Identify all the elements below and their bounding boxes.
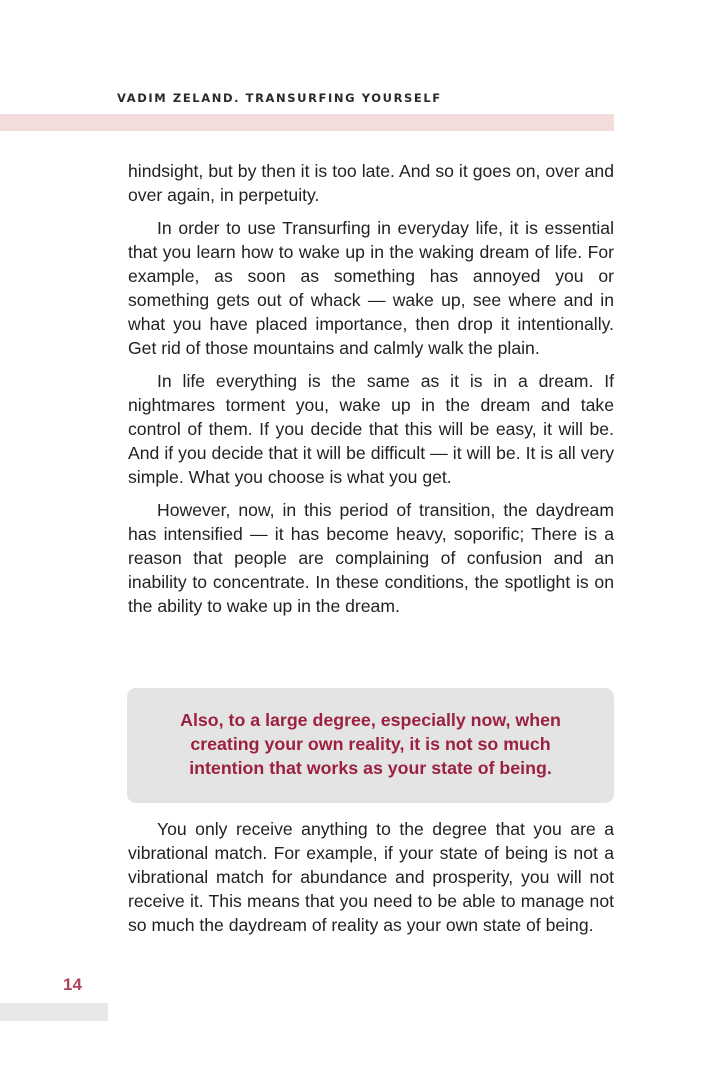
callout-box <box>127 688 614 803</box>
paragraph: However, now, in this period of transition, the daydream has intensified — it has become heavy, soporific; There is a reason that people are complaining of confusion and an inability to concentrate. In these conditions, the spotlight is on the ability to wake up in the dream. <box>128 500 614 616</box>
body-text <box>128 159 614 627</box>
paragraph: You only receive anything to the degree that you are a vibrational match. For example, if your state of being is not a vibrational match for abundance and prosperity, you will not receive it. This means that you need to be able to manage not so much the daydream of reality as your own state of being. <box>128 819 614 935</box>
body-text-closing <box>128 817 614 937</box>
header-bar <box>0 114 614 131</box>
callout-text: Also, to a large degree, especially now, when creating your own reality, it is not so much intention that works as your state of being. <box>180 710 561 778</box>
paragraph: In life everything is the same as it is in a dream. If nightmares torment you, wake up in the dream and take control of them. If you decide that this will be easy, it will be. And if you decide that it will be difficult — it will be. It is all very simple. What you choose is what you get. <box>128 371 614 487</box>
footer-bar <box>0 1003 108 1021</box>
paragraph-continuation: hindsight, but by then it is too late. And so it goes on, over and over again, in perpetuity. <box>128 161 614 205</box>
running-head: VADIM ZELAND. TRANSURFING YOURSELF <box>117 91 442 105</box>
page-number: 14 <box>63 975 82 994</box>
paragraph: In order to use Transurfing in everyday life, it is essential that you learn how to wake up in the waking dream of life. For example, as soon as something has annoyed you or something gets out of whack — wake up, see where and in what you have placed importance, then drop it intentionally. Get rid of those mountains and calmly walk the plain. <box>128 218 614 358</box>
